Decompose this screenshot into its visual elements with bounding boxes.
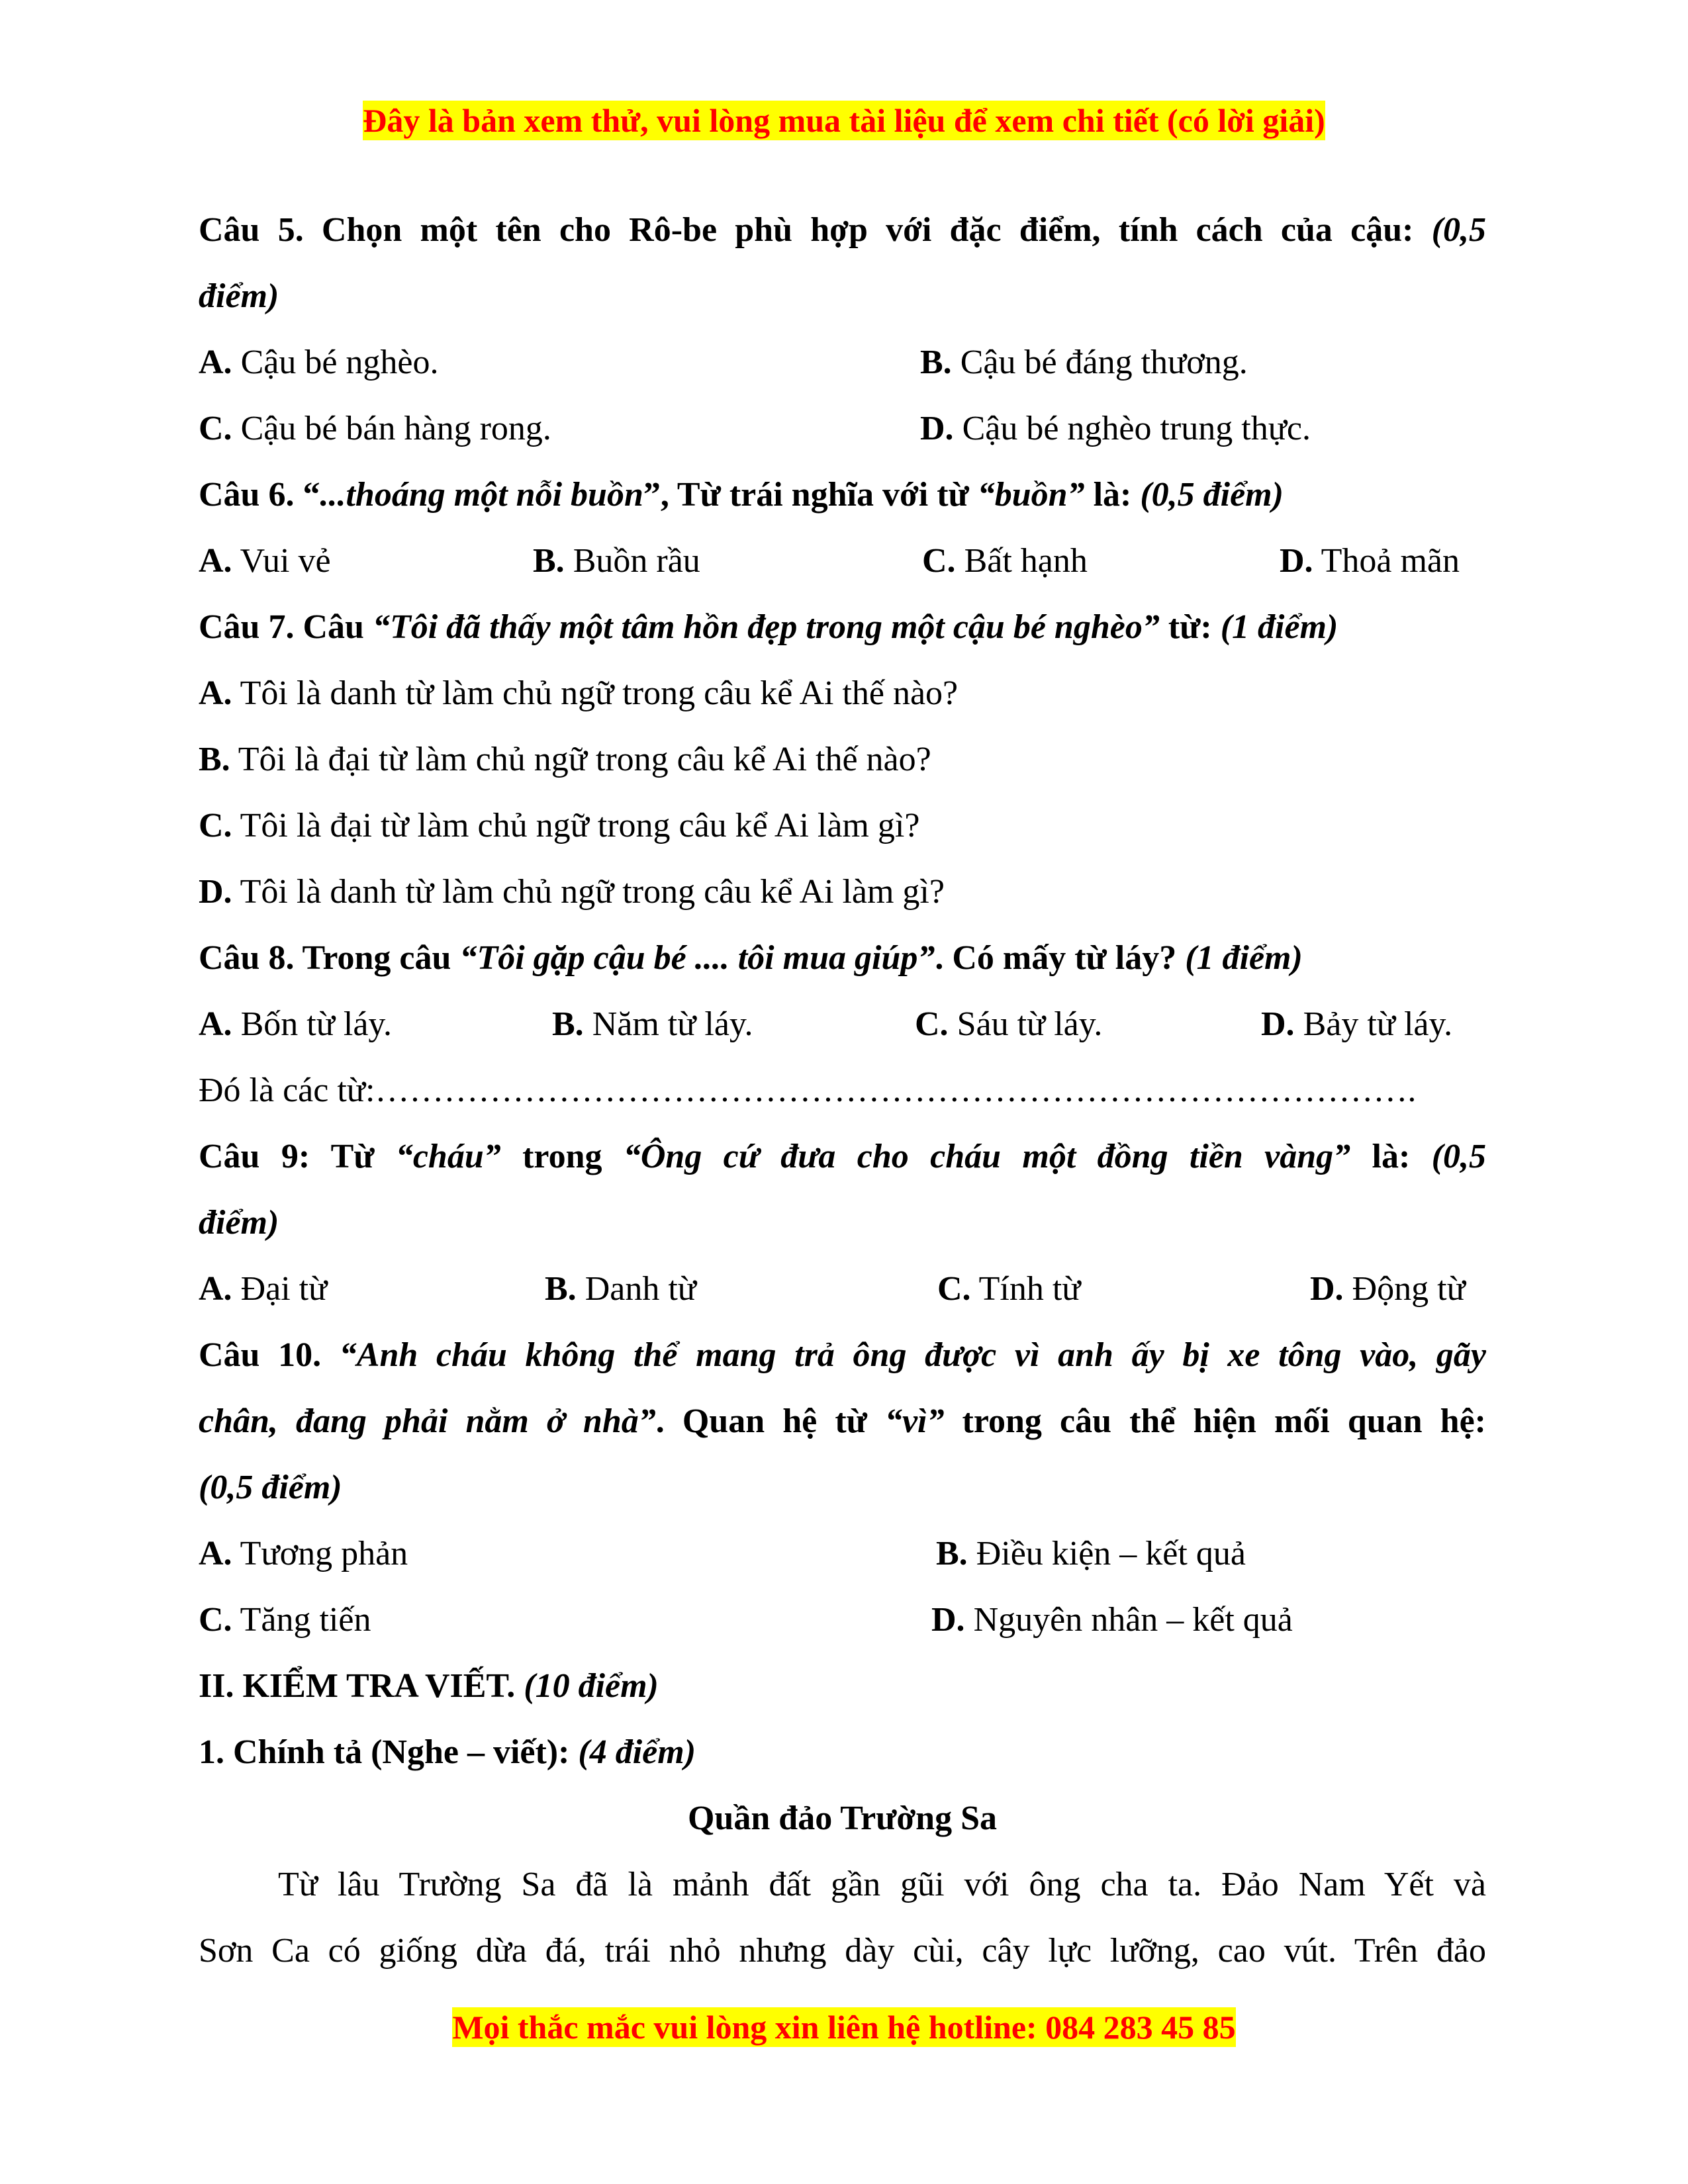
option-text: Sáu từ láy. xyxy=(948,1005,1103,1043)
option-text: Nguyên nhân – kết quả xyxy=(964,1601,1293,1639)
question-5-points: (0,5 xyxy=(1431,211,1486,249)
question-8-option-c[interactable] xyxy=(915,1005,1102,1044)
option-key: A. xyxy=(199,1535,232,1572)
question-5-label: Câu 5. xyxy=(199,211,304,249)
hotline-notice-banner xyxy=(0,2007,1688,2048)
passage-line-1 xyxy=(278,1865,1486,1905)
option-key: C. xyxy=(199,1601,232,1639)
question-8-option-a[interactable] xyxy=(199,1005,392,1044)
question-9-line-2 xyxy=(199,1203,1486,1243)
preview-notice-banner xyxy=(0,101,1688,141)
option-key: D. xyxy=(199,873,232,911)
question-7-option-c[interactable] xyxy=(199,806,919,846)
dictation-title: 1. Chính tả (Nghe – viết): xyxy=(199,1733,570,1771)
question-7-text-2: từ: xyxy=(1159,608,1221,646)
passage-line-2 xyxy=(199,1931,1486,1971)
question-10-option-c[interactable] xyxy=(199,1600,371,1640)
preview-notice-text: Đây là bản xem thử, vui lòng mua tài liệu để xem chi tiết (có lời giải) xyxy=(363,102,1325,139)
question-8-answer-line[interactable] xyxy=(199,1071,1486,1111)
question-10-label: Câu 10. xyxy=(199,1336,322,1374)
question-6-quote: ...thoáng một nỗi buồn xyxy=(320,476,643,514)
section-2-points: (10 điểm) xyxy=(515,1667,659,1705)
option-key: D. xyxy=(920,410,954,447)
option-text: Thoả mãn xyxy=(1313,542,1460,580)
option-key: A. xyxy=(199,1005,232,1043)
question-8-points: (1 điểm) xyxy=(1185,939,1303,977)
question-5-line-2 xyxy=(199,277,1486,316)
question-6-points: (0,5 điểm) xyxy=(1140,476,1284,514)
question-7-option-b[interactable] xyxy=(199,740,931,780)
question-7-label: Câu 7. xyxy=(199,608,295,646)
option-key: A. xyxy=(199,542,232,580)
dictation-points: (4 điểm) xyxy=(569,1733,696,1771)
option-text: Đại từ xyxy=(232,1270,328,1308)
question-8-option-b[interactable] xyxy=(552,1005,753,1044)
option-text: Bảy từ láy. xyxy=(1294,1005,1453,1043)
question-10-option-b[interactable] xyxy=(936,1534,1246,1574)
passage-title-line xyxy=(199,1799,1486,1839)
question-9-points-cont: điểm) xyxy=(199,1204,279,1242)
question-6-line xyxy=(199,475,1486,515)
option-key: C. xyxy=(199,410,232,447)
question-9-line-1 xyxy=(199,1137,1486,1177)
question-6-option-c[interactable] xyxy=(922,541,1088,581)
question-10-word: “vì” xyxy=(884,1402,945,1440)
question-6-word: “buồn” xyxy=(977,476,1085,514)
option-key: D. xyxy=(1310,1270,1344,1308)
hotline-notice-text: Mọi thắc mắc vui lòng xin liên hệ hotline: 084 283 45 85 xyxy=(452,2009,1236,2046)
passage-title: Quần đảo Trường Sa xyxy=(687,1799,997,1837)
question-8-quote: “Tôi gặp cậu bé .... tôi mua giúp” xyxy=(459,939,935,977)
option-key: A. xyxy=(199,1270,232,1308)
option-key: D. xyxy=(1280,542,1313,580)
question-9-option-b[interactable] xyxy=(545,1269,696,1309)
question-8-option-d[interactable] xyxy=(1261,1005,1452,1044)
option-key: B. xyxy=(199,741,230,778)
question-6-text-2: là: xyxy=(1084,476,1141,514)
quote-mark: ” xyxy=(643,476,661,514)
question-7-quote: “Tôi đã thấy một tâm hồn đẹp trong một cậu bé nghèo” xyxy=(372,608,1160,646)
option-text: Buồn rầu xyxy=(564,542,700,580)
question-7-points: (1 điểm) xyxy=(1220,608,1338,646)
question-6-option-d[interactable] xyxy=(1280,541,1460,581)
option-text: Tôi là đại từ làm chủ ngữ trong câu kể Ai thế nào? xyxy=(230,741,931,778)
option-text: Vui vẻ xyxy=(232,542,331,580)
option-text: Điều kiện – kết quả xyxy=(967,1535,1246,1572)
option-key: C. xyxy=(915,1005,949,1043)
question-5-option-d[interactable] xyxy=(920,409,1311,449)
option-key: C. xyxy=(937,1270,971,1308)
option-key: B. xyxy=(533,542,565,580)
question-8-text: Trong câu xyxy=(294,939,460,977)
question-9-text-2: trong xyxy=(500,1138,624,1175)
quote-mark: “ xyxy=(294,476,320,514)
option-key: D. xyxy=(1261,1005,1295,1043)
question-6-text: , Từ trái nghĩa với từ xyxy=(660,476,978,514)
option-key: B. xyxy=(545,1270,577,1308)
question-6-option-a[interactable] xyxy=(199,541,331,581)
option-text: Cậu bé nghèo trung thực. xyxy=(953,410,1311,447)
question-9-label: Câu 9: xyxy=(199,1138,310,1175)
question-8-text-2: . Có mấy từ láy? xyxy=(935,939,1186,977)
question-5-option-a[interactable] xyxy=(199,343,439,383)
question-10-points: (0,5 điểm) xyxy=(199,1469,342,1506)
option-text: Bốn từ láy. xyxy=(232,1005,393,1043)
option-text: Động từ xyxy=(1343,1270,1466,1308)
question-9-option-d[interactable] xyxy=(1310,1269,1466,1309)
option-key: B. xyxy=(920,343,952,381)
question-6-label: Câu 6. xyxy=(199,476,295,514)
option-text: Tăng tiến xyxy=(232,1601,371,1639)
question-10-text-2: trong câu thể hiện mối quan hệ: xyxy=(944,1402,1486,1440)
question-9-text-3: là: xyxy=(1350,1138,1432,1175)
option-key: C. xyxy=(922,542,956,580)
option-text: Tôi là danh từ làm chủ ngữ trong câu kể Ai thế nào? xyxy=(232,674,959,712)
question-9-text: Từ xyxy=(310,1138,396,1175)
option-key: A. xyxy=(199,343,232,381)
question-7-line xyxy=(199,608,1486,647)
option-text: Cậu bé đáng thương. xyxy=(951,343,1248,381)
question-7-text: Câu xyxy=(294,608,373,646)
option-text: Tôi là danh từ làm chủ ngữ trong câu kể Ai làm gì? xyxy=(232,873,945,911)
question-7-option-a[interactable] xyxy=(199,674,958,713)
question-9-option-a[interactable] xyxy=(199,1269,327,1309)
question-9-word: “cháu” xyxy=(395,1138,501,1175)
passage-text: Từ lâu Trường Sa đã là mảnh đất gần gũi với ông cha ta. Đảo Nam Yết và xyxy=(278,1866,1486,1903)
section-2-title: II. KIỂM TRA VIẾT. xyxy=(199,1667,516,1705)
question-10-line-2 xyxy=(199,1402,1486,1441)
option-text: Năm từ láy. xyxy=(583,1005,753,1043)
option-text: Tôi là đại từ làm chủ ngữ trong câu kể Ai làm gì? xyxy=(232,807,920,844)
question-10-quote-cont: chân, đang phải nằm ở nhà” xyxy=(199,1402,656,1440)
question-7-option-d[interactable] xyxy=(199,872,945,912)
option-key: B. xyxy=(552,1005,584,1043)
question-10-text: . Quan hệ từ xyxy=(655,1402,885,1440)
question-5-option-b[interactable] xyxy=(920,343,1248,383)
question-5-option-c[interactable] xyxy=(199,409,551,449)
passage-text: Sơn Ca có giống dừa đá, trái nhỏ nhưng dày cùi, cây lực lưỡng, cao vút. Trên đảo xyxy=(199,1932,1486,1970)
question-10-quote: “Anh cháu không thể mang trả ông được vì anh ấy bị xe tông vào, gãy xyxy=(321,1336,1486,1374)
question-8-label: Câu 8. xyxy=(199,939,295,977)
question-6-option-b[interactable] xyxy=(533,541,700,581)
option-key: B. xyxy=(936,1535,968,1572)
question-5-line-1 xyxy=(199,210,1486,250)
question-10-line-1 xyxy=(199,1336,1486,1375)
question-10-line-3 xyxy=(199,1468,1486,1508)
option-text: Cậu bé nghèo. xyxy=(232,343,439,381)
question-9-option-c[interactable] xyxy=(937,1269,1080,1309)
question-5-text: Chọn một tên cho Rô-be phù hợp với đặc điểm, tính cách của cậu: xyxy=(303,211,1432,249)
option-key: D. xyxy=(931,1601,965,1639)
option-text: Bất hạnh xyxy=(955,542,1088,580)
question-10-option-d[interactable] xyxy=(931,1600,1293,1640)
question-9-points: (0,5 xyxy=(1431,1138,1486,1175)
section-2-sub-1-heading xyxy=(199,1733,1486,1772)
section-2-heading xyxy=(199,1666,1486,1706)
option-key: C. xyxy=(199,807,232,844)
question-8-line xyxy=(199,938,1486,978)
option-text: Tương phản xyxy=(232,1535,408,1572)
option-text: Tính từ xyxy=(970,1270,1081,1308)
question-5-points-cont: điểm) xyxy=(199,277,279,315)
question-10-option-a[interactable] xyxy=(199,1534,408,1574)
option-text: Danh từ xyxy=(576,1270,696,1308)
option-key: A. xyxy=(199,674,232,712)
option-text: Cậu bé bán hàng rong. xyxy=(232,410,551,447)
question-9-quote: “Ông cứ đưa cho cháu một đồng tiền vàng” xyxy=(623,1138,1351,1175)
answer-blank: Đó là các từ:………………………………………………………………………………. xyxy=(199,1071,1417,1109)
